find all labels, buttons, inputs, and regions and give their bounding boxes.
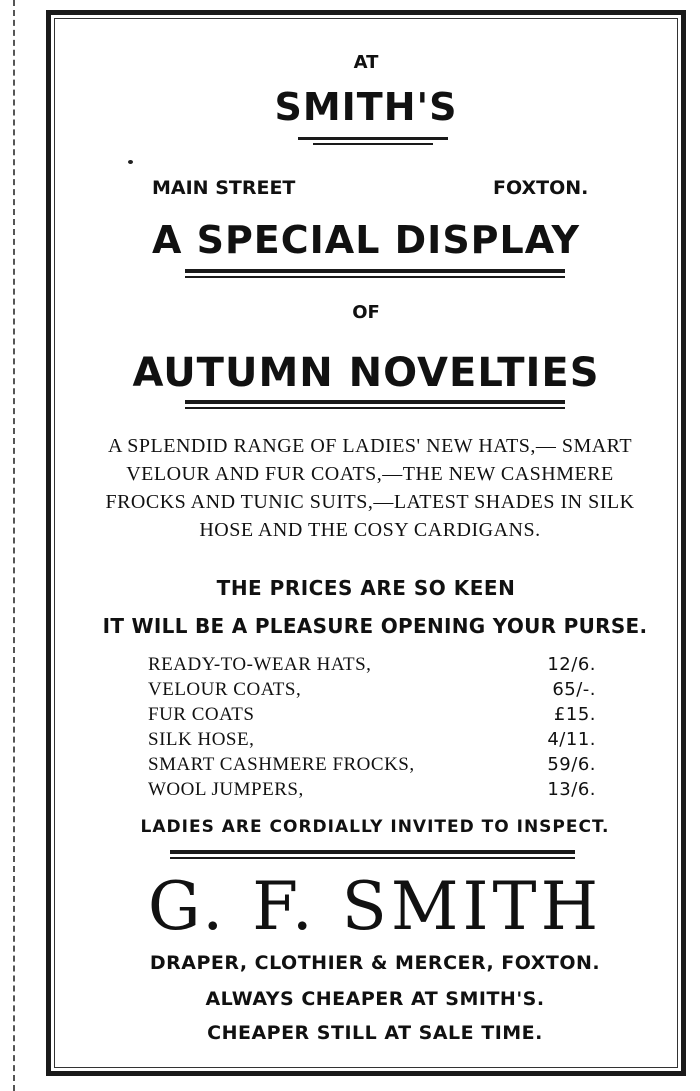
- price-row: [148, 754, 608, 776]
- proprietor-name: G. F. SMITH: [147, 868, 603, 945]
- store-name-rules: [298, 137, 448, 148]
- street-name: MAIN STREET: [152, 177, 296, 199]
- prices-keen-line: THE PRICES ARE SO KEEN: [216, 576, 516, 600]
- tagline-sale-time: CHEAPER STILL AT SALE TIME.: [207, 1022, 543, 1044]
- price-item: READY-TO-WEAR HATS,: [148, 654, 372, 675]
- price-row: [148, 729, 608, 751]
- novelties-rules: [185, 400, 565, 412]
- price-row: [148, 704, 608, 726]
- at-label: AT: [353, 52, 379, 73]
- price-value: 59/6.: [547, 754, 596, 775]
- autumn-novelties-heading: AUTUMN NOVELTIES: [132, 350, 600, 396]
- page-margin-rule: [13, 0, 17, 1091]
- price-value: 4/11.: [547, 729, 596, 750]
- tagline-always-cheaper: ALWAYS CHEAPER AT SMITH'S.: [205, 988, 545, 1010]
- price-row: [148, 654, 608, 676]
- town-name: FOXTON.: [493, 177, 589, 199]
- special-display-rules: [185, 269, 565, 281]
- of-label: OF: [352, 302, 380, 323]
- store-name: SMITH'S: [274, 85, 458, 129]
- price-value: 65/-.: [552, 679, 596, 700]
- description-paragraph: A SPLENDID RANGE OF LADIES' NEW HATS,— SMART VELOUR AND FUR COATS,—THE NEW CASHMERE FROCKS AND TUNIC SUITS,—LATEST SHADES IN SILK HOSE AND THE COSY CARDIGANS.: [105, 435, 635, 541]
- print-speck: [128, 160, 133, 164]
- price-item: VELOUR COATS,: [148, 679, 302, 700]
- invite-line: LADIES ARE CORDIALLY INVITED TO INSPECT.: [140, 817, 610, 837]
- price-item: SILK HOSE,: [148, 729, 255, 750]
- price-value: 12/6.: [547, 654, 596, 675]
- footer-rules: [170, 850, 575, 862]
- price-value: £15.: [553, 704, 596, 725]
- trade-line: DRAPER, CLOTHIER & MERCER, FOXTON.: [149, 952, 601, 974]
- pleasure-purse-line: IT WILL BE A PLEASURE OPENING YOUR PURSE.: [102, 614, 648, 638]
- price-item: FUR COATS: [148, 704, 255, 725]
- price-value: 13/6.: [547, 779, 596, 800]
- price-row: [148, 679, 608, 701]
- price-row: [148, 779, 608, 801]
- price-item: WOOL JUMPERS,: [148, 779, 304, 800]
- special-display-heading: A SPECIAL DISPLAY: [151, 218, 581, 262]
- price-item: SMART CASHMERE FROCKS,: [148, 754, 415, 775]
